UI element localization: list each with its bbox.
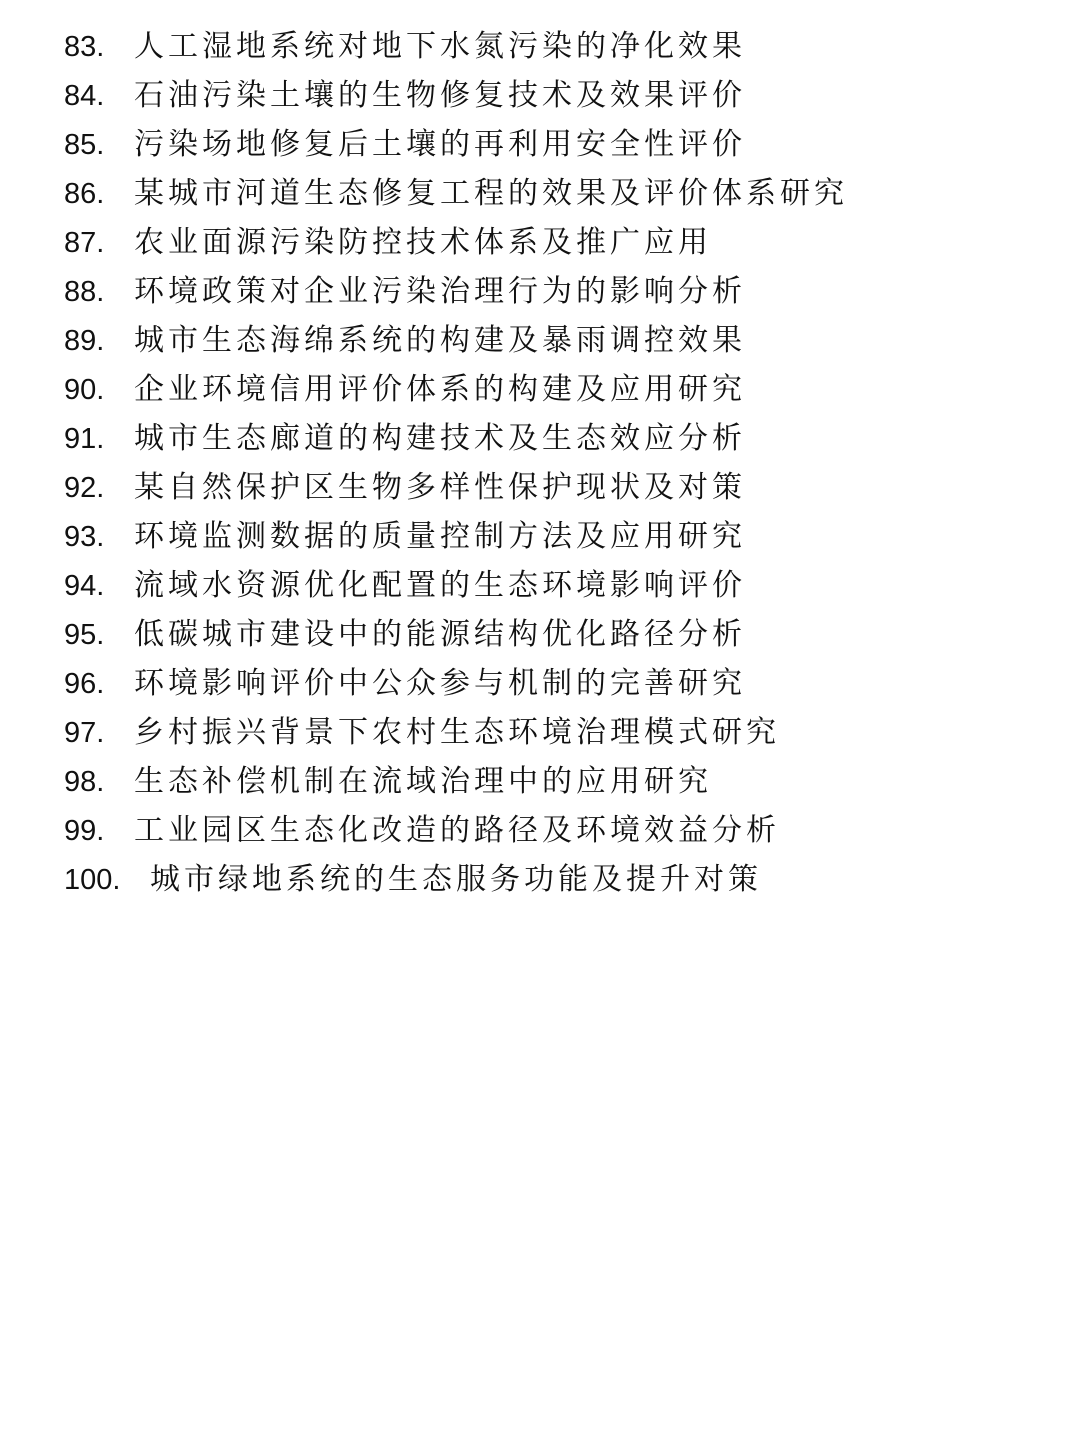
item-number: 99.: [64, 815, 105, 847]
item-number: 100.: [64, 864, 121, 896]
item-number: 92.: [64, 472, 105, 504]
item-title: 某城市河道生态修复工程的效果及评价体系研究: [134, 176, 848, 211]
list-item: [64, 512, 1054, 561]
list-item: [64, 463, 1054, 512]
item-number: 85.: [64, 129, 105, 161]
item-number: 97.: [64, 717, 105, 749]
list-item: [64, 757, 1054, 806]
topic-list: [64, 22, 1054, 904]
item-number: 87.: [64, 227, 105, 259]
list-item: [64, 218, 1054, 267]
item-title: 某自然保护区生物多样性保护现状及对策: [134, 470, 746, 505]
item-title: 农业面源污染防控技术体系及推广应用: [134, 225, 712, 260]
list-item: [64, 855, 1054, 904]
list-item: [64, 316, 1054, 365]
item-number: 83.: [64, 31, 105, 63]
item-title: 污染场地修复后土壤的再利用安全性评价: [134, 127, 746, 162]
item-number: 98.: [64, 766, 105, 798]
item-title: 城市生态海绵系统的构建及暴雨调控效果: [134, 323, 746, 358]
list-item: [64, 414, 1054, 463]
item-title: 城市生态廊道的构建技术及生态效应分析: [134, 421, 746, 456]
item-title: 工业园区生态化改造的路径及环境效益分析: [134, 813, 780, 848]
list-item: [64, 561, 1054, 610]
item-title: 人工湿地系统对地下水氮污染的净化效果: [134, 29, 746, 64]
item-title: 石油污染土壤的生物修复技术及效果评价: [134, 78, 746, 113]
list-item: [64, 71, 1054, 120]
item-title: 环境影响评价中公众参与机制的完善研究: [134, 666, 746, 701]
item-number: 95.: [64, 619, 105, 651]
list-item: [64, 22, 1054, 71]
item-number: 86.: [64, 178, 105, 210]
item-number: 94.: [64, 570, 105, 602]
item-title: 生态补偿机制在流域治理中的应用研究: [134, 764, 712, 799]
list-item: [64, 708, 1054, 757]
item-number: 88.: [64, 276, 105, 308]
item-number: 91.: [64, 423, 105, 455]
item-title: 环境政策对企业污染治理行为的影响分析: [134, 274, 746, 309]
list-item: [64, 267, 1054, 316]
item-number: 93.: [64, 521, 105, 553]
list-item: [64, 365, 1054, 414]
item-number: 90.: [64, 374, 105, 406]
list-item: [64, 806, 1054, 855]
item-number: 84.: [64, 80, 105, 112]
list-item: [64, 610, 1054, 659]
list-item: [64, 659, 1054, 708]
item-title: 企业环境信用评价体系的构建及应用研究: [134, 372, 746, 407]
item-title: 乡村振兴背景下农村生态环境治理模式研究: [134, 715, 780, 750]
item-title: 低碳城市建设中的能源结构优化路径分析: [134, 617, 746, 652]
item-title: 环境监测数据的质量控制方法及应用研究: [134, 519, 746, 554]
list-item: [64, 169, 1054, 218]
item-title: 城市绿地系统的生态服务功能及提升对策: [150, 862, 762, 897]
list-item: [64, 120, 1054, 169]
item-number: 89.: [64, 325, 105, 357]
item-number: 96.: [64, 668, 105, 700]
item-title: 流域水资源优化配置的生态环境影响评价: [134, 568, 746, 603]
